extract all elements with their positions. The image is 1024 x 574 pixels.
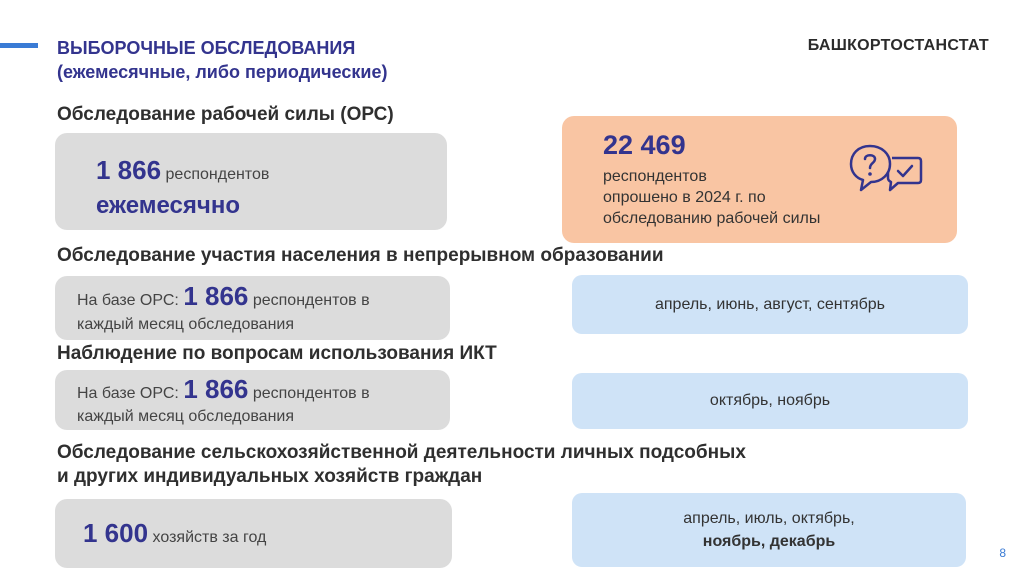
ors-card xyxy=(55,133,447,230)
page-number: 8 xyxy=(999,546,1006,560)
education-months-card xyxy=(572,275,968,334)
chat-question-icon xyxy=(848,142,924,202)
highlight-line3: обследованию рабочей силы xyxy=(603,210,821,227)
agri-months-line2: ноябрь, декабрь xyxy=(702,533,836,550)
ors-frequency: ежемесячно xyxy=(96,192,240,219)
accent-bar xyxy=(0,43,38,48)
highlight-number: 22 469 xyxy=(603,130,686,160)
ict-line2: каждый месяц обследования xyxy=(77,408,294,425)
education-months: апрель, июнь, август, сентябрь xyxy=(654,295,885,313)
highlight-line1: респондентов xyxy=(603,168,707,185)
agri-heading-line1: Обследование сельскохозяйственной деятельности личных подсобных xyxy=(57,442,746,463)
brand-logo-text: БАШКОРТОСТАНСТАТ xyxy=(807,37,989,54)
agri-months-line1: апрель, июль, октябрь, xyxy=(683,510,855,527)
ict-prefix: На базе ОРС: xyxy=(77,385,179,402)
education-heading: Обследование участия населения в непрерывном образовании xyxy=(57,245,664,266)
ors-count-unit: респондентов xyxy=(165,166,270,183)
ict-months: октябрь, ноябрь xyxy=(709,392,831,409)
highlight-card xyxy=(562,116,957,243)
ors-count: 1 866 xyxy=(96,155,162,185)
title-line1: ВЫБОРОЧНЫЕ ОБСЛЕДОВАНИЯ xyxy=(57,38,356,58)
highlight-text xyxy=(603,166,820,229)
agri-count-unit: хозяйств за год xyxy=(152,529,267,546)
highlight-line2: опрошено в 2024 г. по xyxy=(603,189,766,206)
education-line2: каждый месяц обследования xyxy=(77,316,294,333)
agri-heading-line2: и других индивидуальных хозяйств граждан xyxy=(57,466,483,487)
education-count: 1 866 xyxy=(183,281,249,311)
agri-count: 1 600 xyxy=(83,518,149,548)
ors-heading: Обследование рабочей силы (ОРС) xyxy=(57,104,394,125)
ict-card xyxy=(55,370,450,430)
agri-heading xyxy=(57,441,746,489)
agri-months xyxy=(572,507,966,553)
ict-months-card xyxy=(572,373,968,429)
education-prefix: На базе ОРС: xyxy=(77,292,179,309)
education-suffix: респондентов в xyxy=(252,292,370,309)
education-card xyxy=(55,276,450,340)
agri-card xyxy=(55,499,452,568)
ict-count: 1 866 xyxy=(183,374,249,404)
agri-months-card xyxy=(572,493,966,567)
page-title xyxy=(57,36,388,84)
ict-heading: Наблюдение по вопросам использования ИКТ xyxy=(57,343,497,364)
ict-suffix: респондентов в xyxy=(252,385,370,402)
title-line2: (ежемесячные, либо периодические) xyxy=(57,62,388,82)
